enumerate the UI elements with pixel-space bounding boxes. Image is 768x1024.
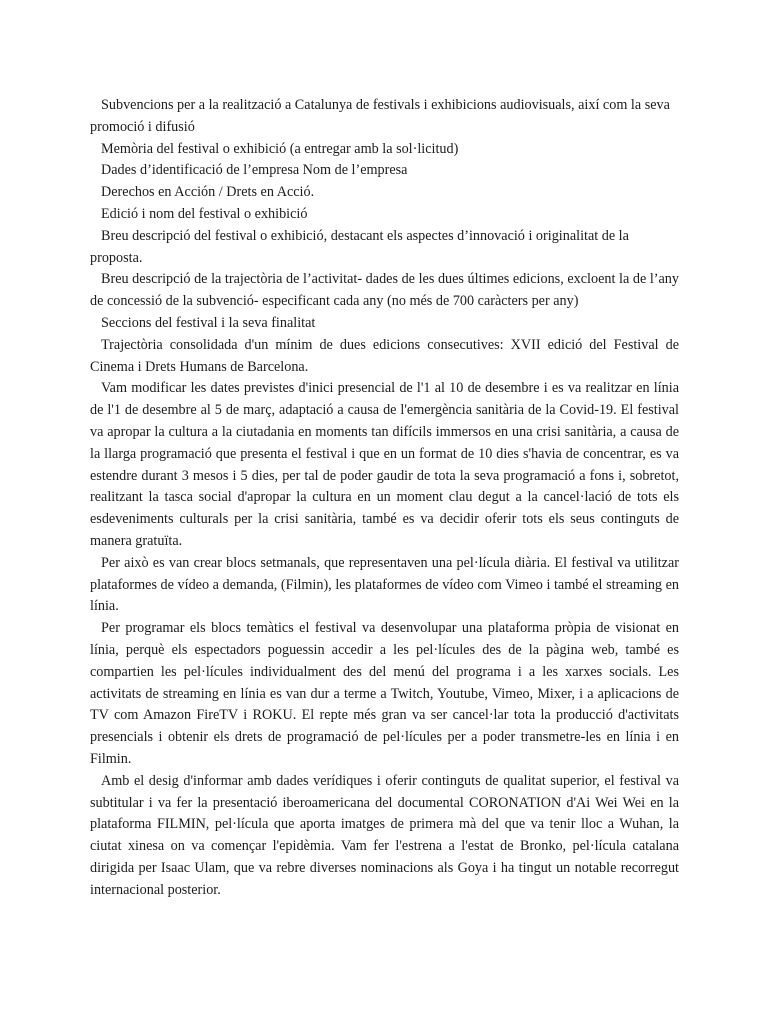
document-title: Subvencions per a la realització a Catalunya de festivals i exhibicions audiovisuals, així com la seva promoció i difusió xyxy=(90,97,670,135)
paragraph-memoria: Memòria del festival o exhibició (a entregar amb la sol·licitud) xyxy=(101,140,459,157)
paragraph-blocs-setmanals: Per això es van crear blocs setmanals, que representaven una pel·lícula diària. El festival va utilitzar plataformes de vídeo a demanda, (Filmin), les plataformes de vídeo com Vimeo i també el streaming en línia. xyxy=(90,554,679,615)
paragraph-seccions: Seccions del festival i la seva finalitat xyxy=(101,314,316,331)
paragraph-dades-empresa: Dades d’identificació de l’empresa Nom de l’empresa xyxy=(101,162,408,179)
paragraph-company-name: Derechos en Acción / Drets en Acció. xyxy=(101,184,315,201)
paragraph-trajectoria-activitat: Breu descripció de la trajectòria de l’activitat- dades de les dues últimes edicions, excloent la de l’any de concessió de la subvenció- especificant cada any (no més de 700 caràcters per any) xyxy=(90,271,679,310)
paragraph-edicio-nom: Edició i nom del festival o exhibició xyxy=(101,205,308,222)
paragraph-breu-descripcio: Breu descripció del festival o exhibició, destacant els aspectes d’innovació i originalitat de la proposta. xyxy=(90,227,629,266)
paragraph-coronation: Amb el desig d'informar amb dades verídiques i oferir continguts de qualitat superior, el festival va subtitular i va fer la presentació iberoamericana del documental CORONATION d'Ai Wei Wei en la plataforma FILMIN, pel·lícula que aporta imatges de primera mà del que va tenir lloc a Wuhan, la ciutat xinesa on va començar l'epidèmia. Vam fer l'estrena a l'estat de Bronko, pel·lícula catalana dirigida per Isaac Ulam, que va rebre diverses nominacions als Goya i ha tingut un notable recorregut internacional posterior. xyxy=(90,772,679,898)
paragraph-dates-modificades: Vam modificar les dates previstes d'inici presencial de l'1 al 10 de desembre i es va realitzar en línia de l'1 de desembre al 5 de març, adaptació a causa de l'emergència sanitària de la Covid-19. El festival va apropar la cultura a la ciutadania en moments tan difícils immersos en una crisi sanitària, a causa de la llarga programació que presenta el festival i que en un format de 10 dies s'havia de concentrar, es va estendre durant 3 mesos i 5 dies, per tal de poder gaudir de tota la seva programació a fons i, sobretot, realitzant la tasca social d'apropar la cultura en un moment clau degut a la cancel·lació de tots els esdeveniments culturals per la crisi sanitària, també es va decidir oferir tots els seus continguts de manera gratuïta. xyxy=(90,380,679,549)
paragraph-plataforma-propia: Per programar els blocs temàtics el festival va desenvolupar una plataforma pròpia de visionat en línia, perquè els espectadors poguessin accedir a les pel·lícules des de la pàgina web, també es compartien les pel·lícules individualment des del menú del programa i a les xarxes socials. Les activitats de streaming en línia es van dur a terme a Twitch, Youtube, Vimeo, Mixer, i a aplicacions de TV com Amazon FireTV i ROKU. El repte més gran va ser cancel·lar tota la producció d'activitats presencials i obtenir els drets de programació de pel·lícules per a poder transmetre-les en línia i en Filmin. xyxy=(90,620,679,767)
document-page xyxy=(90,95,679,901)
paragraph-trajectoria-consolidada: Trajectòria consolidada d'un mínim de dues edicions consecutives: XVII edició del Festival de Cinema i Drets Humans de Barcelona. xyxy=(90,336,679,375)
